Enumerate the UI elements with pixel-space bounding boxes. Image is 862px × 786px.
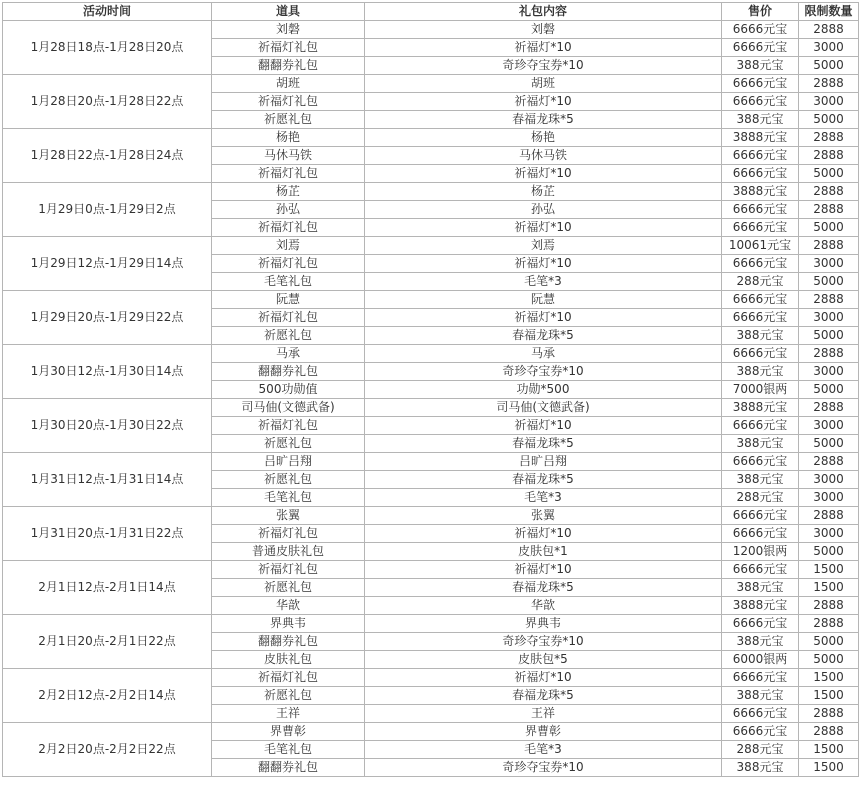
item-cell: 祈福灯礼包 [212,561,365,579]
contents-cell: 春福龙珠*5 [365,471,722,489]
item-cell: 祈福灯礼包 [212,417,365,435]
price-cell: 6666元宝 [722,507,799,525]
time-slot-cell: 1月31日12点-1月31日14点 [3,453,212,507]
price-cell: 6666元宝 [722,201,799,219]
contents-cell: 奇珍夺宝券*10 [365,633,722,651]
item-cell: 祈福灯礼包 [212,219,365,237]
header-limit: 限制数量 [799,3,859,21]
price-cell: 3888元宝 [722,183,799,201]
price-cell: 388元宝 [722,579,799,597]
price-cell: 6666元宝 [722,615,799,633]
item-cell: 马休马铁 [212,147,365,165]
header-price: 售价 [722,3,799,21]
contents-cell: 胡班 [365,75,722,93]
item-cell: 毛笔礼包 [212,741,365,759]
limit-cell: 1500 [799,759,859,777]
price-cell: 6666元宝 [722,453,799,471]
contents-cell: 功勋*500 [365,381,722,399]
price-cell: 288元宝 [722,489,799,507]
item-cell: 翻翻券礼包 [212,633,365,651]
contents-cell: 祈福灯*10 [365,669,722,687]
contents-cell: 祈福灯*10 [365,417,722,435]
price-cell: 6666元宝 [722,417,799,435]
limit-cell: 2888 [799,723,859,741]
item-cell: 毛笔礼包 [212,489,365,507]
item-cell: 王祥 [212,705,365,723]
item-cell: 刘焉 [212,237,365,255]
contents-cell: 祈福灯*10 [365,525,722,543]
contents-cell: 祈福灯*10 [365,219,722,237]
price-cell: 388元宝 [722,327,799,345]
price-cell: 6666元宝 [722,75,799,93]
limit-cell: 3000 [799,525,859,543]
price-cell: 6666元宝 [722,561,799,579]
item-cell: 毛笔礼包 [212,273,365,291]
time-slot-cell: 2月1日20点-2月1日22点 [3,615,212,669]
time-slot-cell: 1月28日20点-1月28日22点 [3,75,212,129]
price-cell: 388元宝 [722,633,799,651]
contents-cell: 祈福灯*10 [365,93,722,111]
item-cell: 祈愿礼包 [212,435,365,453]
table-row [3,453,859,471]
contents-cell: 杨芷 [365,183,722,201]
contents-cell: 祈福灯*10 [365,39,722,57]
limit-cell: 2888 [799,201,859,219]
table-row [3,21,859,39]
limit-cell: 5000 [799,111,859,129]
time-slot-cell: 1月28日22点-1月28日24点 [3,129,212,183]
time-slot-cell: 1月29日0点-1月29日2点 [3,183,212,237]
contents-cell: 吕旷吕翔 [365,453,722,471]
time-slot-cell: 2月1日12点-2月1日14点 [3,561,212,615]
item-cell: 普通皮肤礼包 [212,543,365,561]
price-cell: 288元宝 [722,741,799,759]
item-cell: 华歆 [212,597,365,615]
contents-cell: 毛笔*3 [365,489,722,507]
contents-cell: 祈福灯*10 [365,309,722,327]
item-cell: 祈愿礼包 [212,579,365,597]
contents-cell: 奇珍夺宝券*10 [365,363,722,381]
limit-cell: 3000 [799,417,859,435]
price-cell: 388元宝 [722,759,799,777]
contents-cell: 界曹彰 [365,723,722,741]
price-cell: 6666元宝 [722,669,799,687]
limit-cell: 2888 [799,75,859,93]
contents-cell: 祈福灯*10 [365,255,722,273]
limit-cell: 3000 [799,93,859,111]
contents-cell: 张翼 [365,507,722,525]
item-cell: 祈福灯礼包 [212,525,365,543]
limit-cell: 2888 [799,21,859,39]
table-row [3,345,859,363]
price-cell: 1200银两 [722,543,799,561]
limit-cell: 1500 [799,687,859,705]
table-row [3,615,859,633]
limit-cell: 5000 [799,273,859,291]
item-cell: 祈愿礼包 [212,327,365,345]
item-cell: 马承 [212,345,365,363]
limit-cell: 2888 [799,237,859,255]
price-cell: 6666元宝 [722,93,799,111]
table-row [3,669,859,687]
item-cell: 刘磐 [212,21,365,39]
header-contents: 礼包内容 [365,3,722,21]
price-cell: 3888元宝 [722,129,799,147]
time-slot-cell: 2月2日12点-2月2日14点 [3,669,212,723]
contents-cell: 皮肤包*5 [365,651,722,669]
item-cell: 翻翻券礼包 [212,363,365,381]
item-cell: 孙弘 [212,201,365,219]
table-row [3,129,859,147]
price-cell: 6666元宝 [722,291,799,309]
limit-cell: 2888 [799,507,859,525]
limit-cell: 5000 [799,543,859,561]
time-slot-cell: 1月30日20点-1月30日22点 [3,399,212,453]
limit-cell: 5000 [799,219,859,237]
limit-cell: 2888 [799,147,859,165]
time-slot-cell: 1月29日12点-1月29日14点 [3,237,212,291]
contents-cell: 王祥 [365,705,722,723]
contents-cell: 司马伷(文德武备) [365,399,722,417]
item-cell: 界典韦 [212,615,365,633]
item-cell: 500功勋值 [212,381,365,399]
limit-cell: 2888 [799,291,859,309]
limit-cell: 2888 [799,615,859,633]
price-cell: 3888元宝 [722,597,799,615]
contents-cell: 马休马铁 [365,147,722,165]
contents-cell: 刘磐 [365,21,722,39]
price-cell: 6666元宝 [722,525,799,543]
item-cell: 杨艳 [212,129,365,147]
price-cell: 388元宝 [722,111,799,129]
contents-cell: 奇珍夺宝券*10 [365,759,722,777]
contents-cell: 孙弘 [365,201,722,219]
price-cell: 388元宝 [722,435,799,453]
item-cell: 司马伷(文德武备) [212,399,365,417]
price-cell: 6666元宝 [722,219,799,237]
limit-cell: 3000 [799,363,859,381]
item-cell: 祈愿礼包 [212,471,365,489]
limit-cell: 5000 [799,165,859,183]
limit-cell: 2888 [799,705,859,723]
price-cell: 6666元宝 [722,705,799,723]
price-cell: 388元宝 [722,471,799,489]
limit-cell: 3000 [799,39,859,57]
limit-cell: 3000 [799,255,859,273]
contents-cell: 阮慧 [365,291,722,309]
item-cell: 皮肤礼包 [212,651,365,669]
price-cell: 288元宝 [722,273,799,291]
limit-cell: 1500 [799,669,859,687]
header-item: 道具 [212,3,365,21]
limit-cell: 3000 [799,489,859,507]
contents-cell: 毛笔*3 [365,273,722,291]
item-cell: 翻翻券礼包 [212,759,365,777]
limit-cell: 5000 [799,381,859,399]
contents-cell: 奇珍夺宝券*10 [365,57,722,75]
time-slot-cell: 1月30日12点-1月30日14点 [3,345,212,399]
table-row [3,291,859,309]
contents-cell: 春福龙珠*5 [365,327,722,345]
item-cell: 祈愿礼包 [212,111,365,129]
item-cell: 张翼 [212,507,365,525]
item-cell: 祈福灯礼包 [212,93,365,111]
item-cell: 祈福灯礼包 [212,39,365,57]
contents-cell: 祈福灯*10 [365,561,722,579]
table-row [3,237,859,255]
limit-cell: 2888 [799,399,859,417]
time-slot-cell: 1月31日20点-1月31日22点 [3,507,212,561]
item-cell: 祈福灯礼包 [212,309,365,327]
item-cell: 祈愿礼包 [212,687,365,705]
limit-cell: 5000 [799,57,859,75]
price-cell: 388元宝 [722,687,799,705]
item-cell: 界曹彰 [212,723,365,741]
table-body [3,21,859,777]
table-header [3,3,859,21]
price-cell: 388元宝 [722,57,799,75]
price-cell: 6666元宝 [722,165,799,183]
price-cell: 388元宝 [722,363,799,381]
price-cell: 10061元宝 [722,237,799,255]
contents-cell: 毛笔*3 [365,741,722,759]
header-time: 活动时间 [3,3,212,21]
item-cell: 祈福灯礼包 [212,669,365,687]
contents-cell: 刘焉 [365,237,722,255]
limit-cell: 2888 [799,453,859,471]
table-row [3,507,859,525]
limit-cell: 2888 [799,597,859,615]
limit-cell: 1500 [799,579,859,597]
limit-cell: 1500 [799,561,859,579]
time-slot-cell: 1月29日20点-1月29日22点 [3,291,212,345]
limit-cell: 5000 [799,435,859,453]
price-cell: 6000银两 [722,651,799,669]
item-cell: 胡班 [212,75,365,93]
contents-cell: 春福龙珠*5 [365,435,722,453]
limit-cell: 3000 [799,309,859,327]
price-cell: 6666元宝 [722,21,799,39]
contents-cell: 祈福灯*10 [365,165,722,183]
price-cell: 6666元宝 [722,255,799,273]
limit-cell: 5000 [799,633,859,651]
item-cell: 吕旷吕翔 [212,453,365,471]
price-cell: 6666元宝 [722,147,799,165]
item-cell: 杨芷 [212,183,365,201]
contents-cell: 春福龙珠*5 [365,687,722,705]
item-cell: 祈福灯礼包 [212,165,365,183]
table-row [3,561,859,579]
limit-cell: 1500 [799,741,859,759]
limit-cell: 2888 [799,129,859,147]
contents-cell: 皮肤包*1 [365,543,722,561]
limit-cell: 2888 [799,345,859,363]
price-cell: 6666元宝 [722,723,799,741]
contents-cell: 春福龙珠*5 [365,579,722,597]
price-cell: 7000银两 [722,381,799,399]
table-row [3,723,859,741]
price-cell: 6666元宝 [722,309,799,327]
time-slot-cell: 2月2日20点-2月2日22点 [3,723,212,777]
item-cell: 祈福灯礼包 [212,255,365,273]
contents-cell: 马承 [365,345,722,363]
price-cell: 6666元宝 [722,39,799,57]
price-cell: 3888元宝 [722,399,799,417]
item-cell: 阮慧 [212,291,365,309]
table-row [3,399,859,417]
table-row [3,183,859,201]
limit-cell: 3000 [799,471,859,489]
time-slot-cell: 1月28日18点-1月28日20点 [3,21,212,75]
table-row [3,75,859,93]
limit-cell: 5000 [799,651,859,669]
contents-cell: 春福龙珠*5 [365,111,722,129]
contents-cell: 华歆 [365,597,722,615]
contents-cell: 界典韦 [365,615,722,633]
gift-pack-schedule-table [2,2,859,777]
limit-cell: 2888 [799,183,859,201]
header-row [3,3,859,21]
contents-cell: 杨艳 [365,129,722,147]
price-cell: 6666元宝 [722,345,799,363]
item-cell: 翻翻券礼包 [212,57,365,75]
limit-cell: 5000 [799,327,859,345]
